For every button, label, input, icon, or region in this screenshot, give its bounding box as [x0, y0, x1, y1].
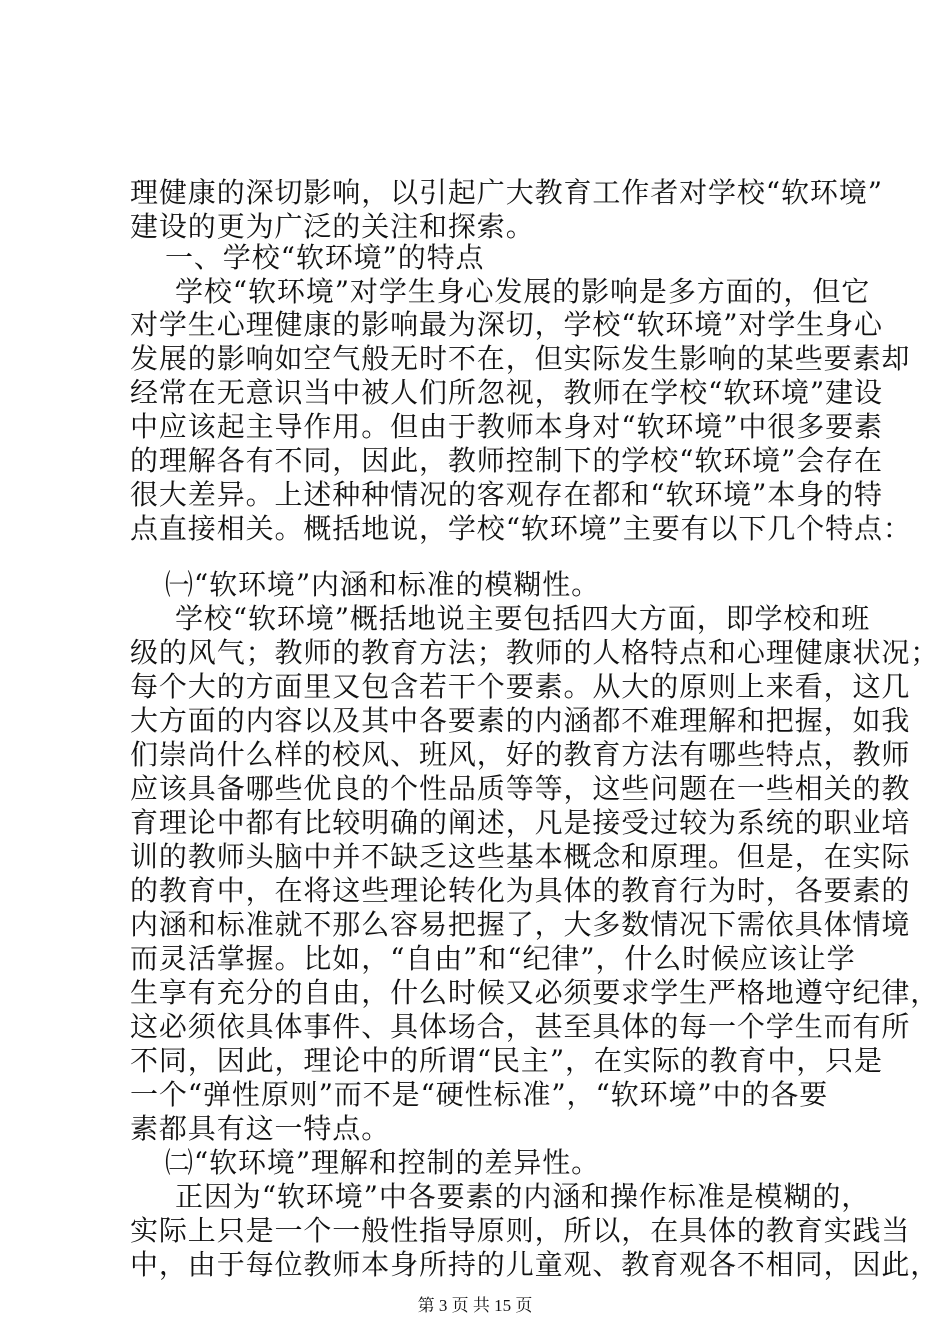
text-line: 育理论中都有比较明确的阐述，凡是接受过较为系统的职业培	[130, 806, 911, 839]
text-line: 正因为“软环境”中各要素的内涵和操作标准是模糊的，	[175, 1180, 871, 1213]
text-line: 点直接相关。概括地说，学校“软环境”主要有以下几个特点：	[130, 512, 912, 545]
text-line: 发展的影响如空气般无时不在，但实际发生影响的某些要素却	[130, 342, 911, 375]
section-heading: 一、学校“软环境”的特点	[165, 241, 485, 274]
text-line: 经常在无意识当中被人们所忽视，教师在学校“软环境”建设	[130, 376, 883, 409]
text-line: 级的风气；教师的教育方法；教师的人格特点和心理健康状况；	[130, 636, 940, 669]
text-line: 大方面的内容以及其中各要素的内涵都不难理解和把握，如我	[130, 704, 911, 737]
text-line: 生享有充分的自由，什么时候又必须要求学生严格地遵守纪律，	[130, 976, 940, 1009]
page-footer: 第 3 页 共 15 页	[417, 1296, 533, 1315]
text-line: 而灵活掌握。比如，“自由”和“纪律”，什么时候应该让学	[130, 942, 856, 975]
text-line: 内涵和标准就不那么容易把握了，大多数情况下需依具体情境	[130, 908, 911, 941]
text-line: 理健康的深切影响，以引起广大教育工作者对学校“软环境”	[130, 176, 883, 209]
text-line: 的理解各有不同，因此，教师控制下的学校“软环境”会存在	[130, 444, 883, 477]
text-line: 的教育中，在将这些理论转化为具体的教育行为时，各要素的	[130, 874, 911, 907]
text-line: 一个“弹性原则”而不是“硬性标准”，“软环境”中的各要	[130, 1078, 829, 1111]
text-line: 很大差异。上述种种情况的客观存在都和“软环境”本身的特	[130, 478, 883, 511]
text-line: 不同，因此，理论中的所谓“民主”，在实际的教育中，只是	[130, 1044, 883, 1077]
text-line: 建设的更为广泛的关注和探索。	[130, 210, 535, 243]
text-line: 中，由于每位教师本身所持的儿童观、教育观各不相同，因此，	[130, 1248, 940, 1281]
text-line: 训的教师头脑中并不缺乏这些基本概念和原理。但是，在实际	[130, 840, 911, 873]
text-line: 们崇尚什么样的校风、班风，好的教育方法有哪些特点，教师	[130, 738, 911, 771]
text-line: 这必须依具体事件、具体场合，甚至具体的每一个学生而有所	[130, 1010, 911, 1043]
text-line: 对学生心理健康的影响最为深切，学校“软环境”对学生身心	[130, 308, 883, 341]
text-line: 学校“软环境”概括地说主要包括四大方面，即学校和班	[175, 602, 871, 635]
text-line: 中应该起主导作用。但由于教师本身对“软环境”中很多要素	[130, 410, 883, 443]
text-line: 实际上只是一个一般性指导原则，所以，在具体的教育实践当	[130, 1214, 911, 1247]
subsection-heading: ㈠“软环境”内涵和标准的模糊性。	[165, 568, 601, 601]
text-line: 素都具有这一特点。	[130, 1112, 391, 1145]
text-line: 每个大的方面里又包含若干个要素。从大的原则上来看，这几	[130, 670, 911, 703]
subsection-heading: ㈡“软环境”理解和控制的差异性。	[165, 1146, 601, 1179]
text-line: 学校“软环境”对学生身心发展的影响是多方面的，但它	[175, 275, 871, 308]
text-line: 应该具备哪些优良的个性品质等等，这些问题在一些相关的教	[130, 772, 911, 805]
